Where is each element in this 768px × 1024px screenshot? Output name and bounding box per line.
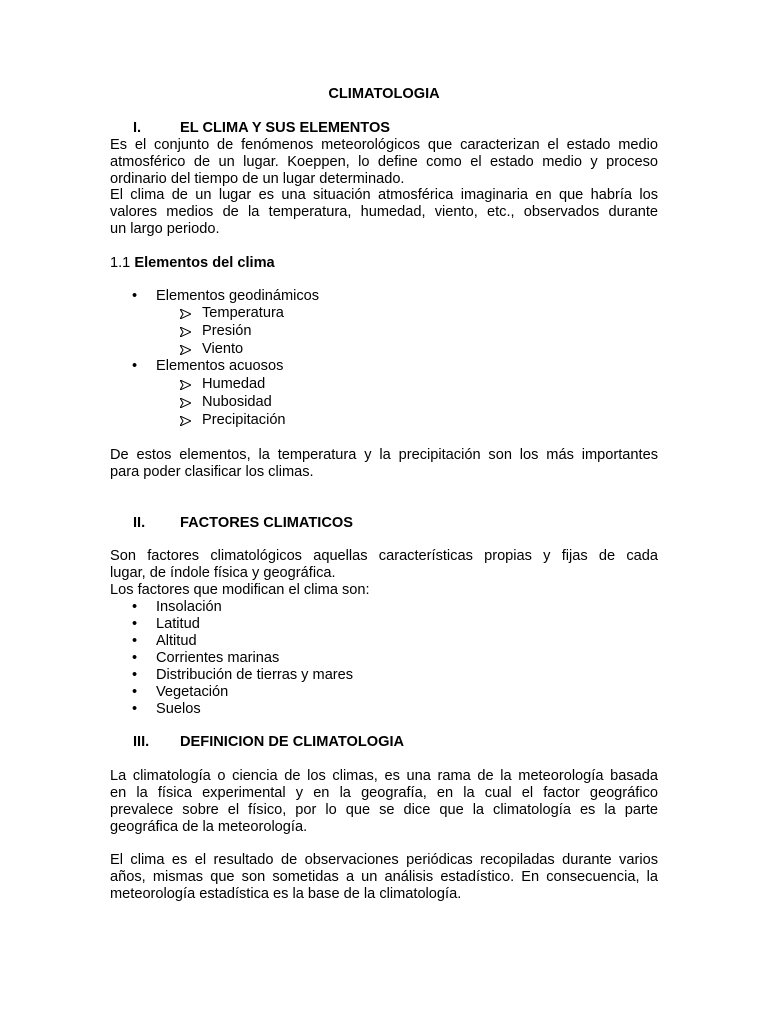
arrow-bullet-icon [180, 398, 191, 408]
subsection-title: Elementos del clima [134, 255, 275, 271]
element-label: Presión [202, 323, 252, 339]
section-3-para-1-line-4: geográfica de la meteorología. [110, 819, 308, 835]
arrow-bullet-icon [180, 345, 191, 355]
section-3-para-1-line-3: prevalece sobre el físico, por lo que se dice que la climatología es la parte [110, 802, 658, 818]
section-3-para-1-line-2: en la física experimental y en la geografía, en la cual el factor geográfico [110, 785, 658, 801]
factor-label: Distribución de tierras y mares [156, 667, 354, 683]
bullet-icon: • [132, 633, 138, 649]
section-1-para-3-line-2: para poder clasificar los climas. [110, 464, 314, 480]
element-label: Precipitación [202, 412, 286, 428]
element-label: Temperatura [202, 305, 284, 321]
arrow-bullet-icon [180, 380, 191, 390]
factor-label: Latitud [156, 616, 200, 632]
bullet-icon: • [132, 650, 138, 666]
section-3-para-2-line-3: meteorología estadística es la base de la climatología. [110, 886, 462, 902]
bullet-icon: • [132, 701, 138, 717]
factor-label: Suelos [156, 701, 201, 717]
section-2-title: FACTORES CLIMATICOS [180, 515, 353, 531]
group-label: Elementos geodinámicos [156, 288, 320, 304]
section-1-para-1-line-2: atmosférico de un lugar. Koeppen, lo define como el estado medio y proceso [110, 154, 658, 170]
bullet-icon: • [132, 616, 138, 632]
section-3-para-1-line-1: La climatología o ciencia de los climas, es una rama de la meteorología basada [110, 768, 658, 784]
section-1-number: I. [133, 120, 142, 136]
element-label: Nubosidad [202, 394, 272, 410]
section-2-number: II. [133, 515, 146, 531]
section-3-para-2-line-1: El clima es el resultado de observaciones periódicas recopiladas durante varios [110, 852, 658, 868]
arrow-bullet-icon [180, 327, 191, 337]
element-label: Viento [202, 341, 244, 357]
section-3-para-2-line-2: años, mismas que son sometidas a un análisis estadístico. En consecuencia, la [110, 869, 658, 885]
bullet-icon: • [132, 684, 138, 700]
section-3-number: III. [133, 734, 150, 750]
bullet-icon: • [132, 599, 138, 615]
arrow-bullet-icon [180, 309, 191, 319]
section-1-para-1-line-3: ordinario del tiempo de un lugar determinado. [110, 171, 405, 187]
bullet-icon: • [132, 667, 138, 683]
subsection-1-1 [110, 255, 275, 272]
section-1-para-2-line-2: valores medios de la temperatura, humedad, viento, etc., observados durante [110, 204, 658, 220]
group-label: Elementos acuosos [156, 358, 284, 374]
element-label: Humedad [202, 376, 266, 392]
document-title: CLIMATOLOGIA [328, 86, 440, 102]
subsection-number: 1.1 [110, 255, 131, 271]
factor-label: Altitud [156, 633, 197, 649]
section-1-para-1-line-1: Es el conjunto de fenómenos meteorológicos que caracterizan el estado medio [110, 137, 658, 153]
section-1-para-2-line-1: El clima de un lugar es una situación atmosférica imaginaria en que habría los [110, 187, 658, 203]
bullet-icon: • [132, 358, 138, 374]
section-2-para-1-line-1: Son factores climatológicos aquellas características propias y fijas de cada [110, 548, 658, 564]
bullet-icon: • [132, 288, 138, 304]
factor-label: Corrientes marinas [156, 650, 280, 666]
section-3-title: DEFINICION DE CLIMATOLOGIA [180, 734, 405, 750]
section-1-title: EL CLIMA Y SUS ELEMENTOS [180, 120, 391, 136]
arrow-bullet-icon [180, 416, 191, 426]
factor-label: Vegetación [156, 684, 229, 700]
section-2-para-1-line-2: lugar, de índole física y geográfica. [110, 565, 336, 581]
factor-label: Insolación [156, 599, 222, 615]
section-1-para-2-line-3: un largo periodo. [110, 221, 220, 237]
section-1-para-3-line-1: De estos elementos, la temperatura y la precipitación son los más importantes [110, 447, 658, 463]
section-2-intro: Los factores que modifican el clima son: [110, 582, 370, 598]
